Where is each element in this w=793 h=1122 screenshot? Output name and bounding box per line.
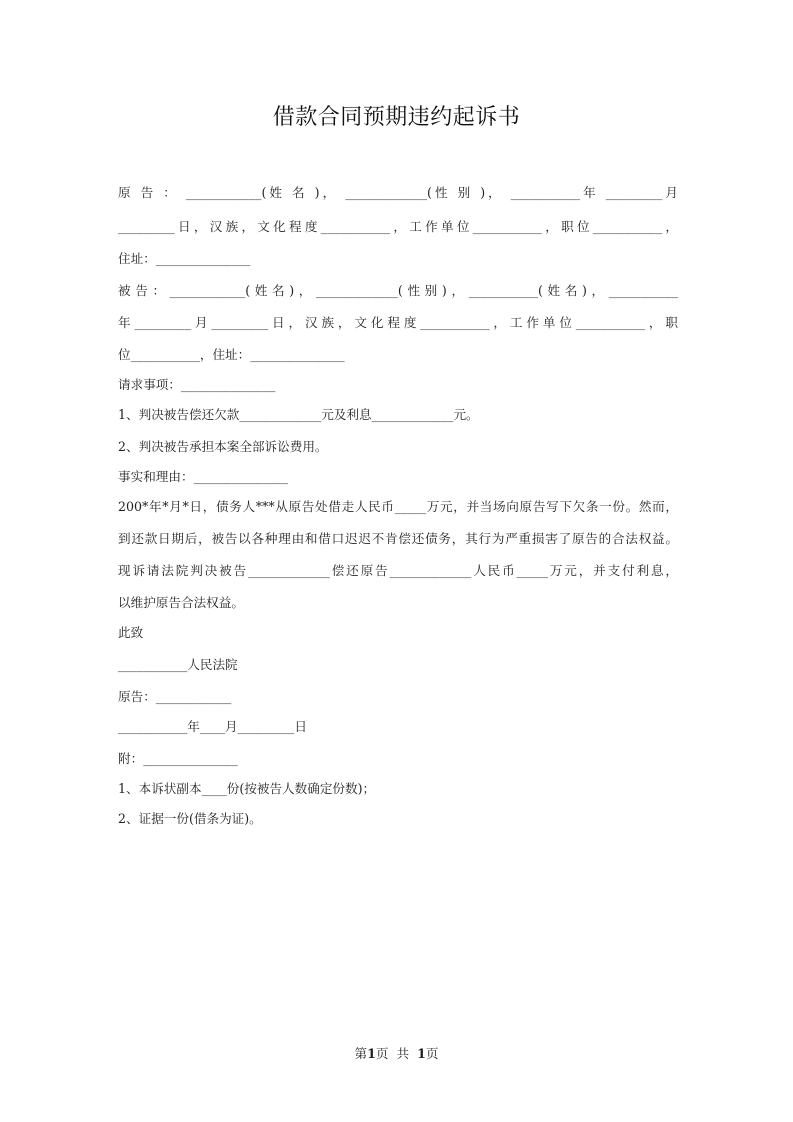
attachments-heading: 附：_______________: [118, 751, 238, 766]
salutation: 此致: [118, 625, 144, 640]
page-footer: [0, 1043, 793, 1062]
facts-line-2: 到还款日期后，被告以各种理由和借口迟迟不肯偿还债务，其行为严重损害了原告的合法权益。: [118, 531, 678, 546]
plaintiff-line-2: _________日，汉族，文化程度___________，工作单位___________，职位___________，: [118, 219, 678, 234]
plaintiff-signature-line: 原告：____________: [118, 689, 232, 704]
claims-heading: 请求事项：_______________: [118, 377, 276, 392]
total-pages: 1: [417, 1046, 426, 1061]
document-title: 借款合同预期违约起诉书: [272, 105, 521, 130]
page-number: 1: [367, 1046, 376, 1061]
page-prefix: 第: [354, 1046, 368, 1061]
page-unit: 页: [375, 1046, 389, 1061]
defendant-line-2: 年_________月_________日，汉族，文化程度___________，工作单位___________，职: [118, 315, 678, 330]
plaintiff-line-1: 原 告 ： ____________(姓 名 )， _____________(性 别 )， ___________年 _________月: [118, 185, 678, 200]
facts-heading: 事实和理由：_______________: [118, 469, 289, 484]
claim-item-1: 1、判决被告偿还欠款_____________元及利息_____________元。: [118, 407, 479, 422]
plaintiff-address: 住址：_______________: [118, 251, 251, 266]
attachment-item-2: 2、证据一份(借条为证)。: [118, 811, 262, 826]
total-unit: 页: [425, 1046, 439, 1061]
defendant-line-1: 被告：____________(姓名)，_____________(性别)，___________(姓名)，___________: [118, 283, 678, 298]
facts-line-3: 现诉请法院判决被告_____________偿还原告_____________人民币_____万元，并支付利息，: [118, 563, 678, 578]
court-name-line: ___________人民法院: [118, 657, 238, 672]
defendant-line-3: 位___________，住址：_______________: [118, 347, 345, 362]
facts-line-1: 200*年*月*日，债务人***从原告处借走人民币_____万元，并当场向原告写下欠条一份。然而，: [118, 499, 678, 514]
total-prefix: 共: [396, 1046, 410, 1061]
claim-item-2: 2、判决被告承担本案全部诉讼费用。: [118, 439, 328, 454]
facts-line-4: 以维护原告合法权益。: [118, 595, 244, 610]
attachment-item-1: 1、本诉状副本____份(按被告人数确定份数)；: [118, 781, 376, 796]
date-line: ___________年____月_________日: [118, 719, 307, 734]
